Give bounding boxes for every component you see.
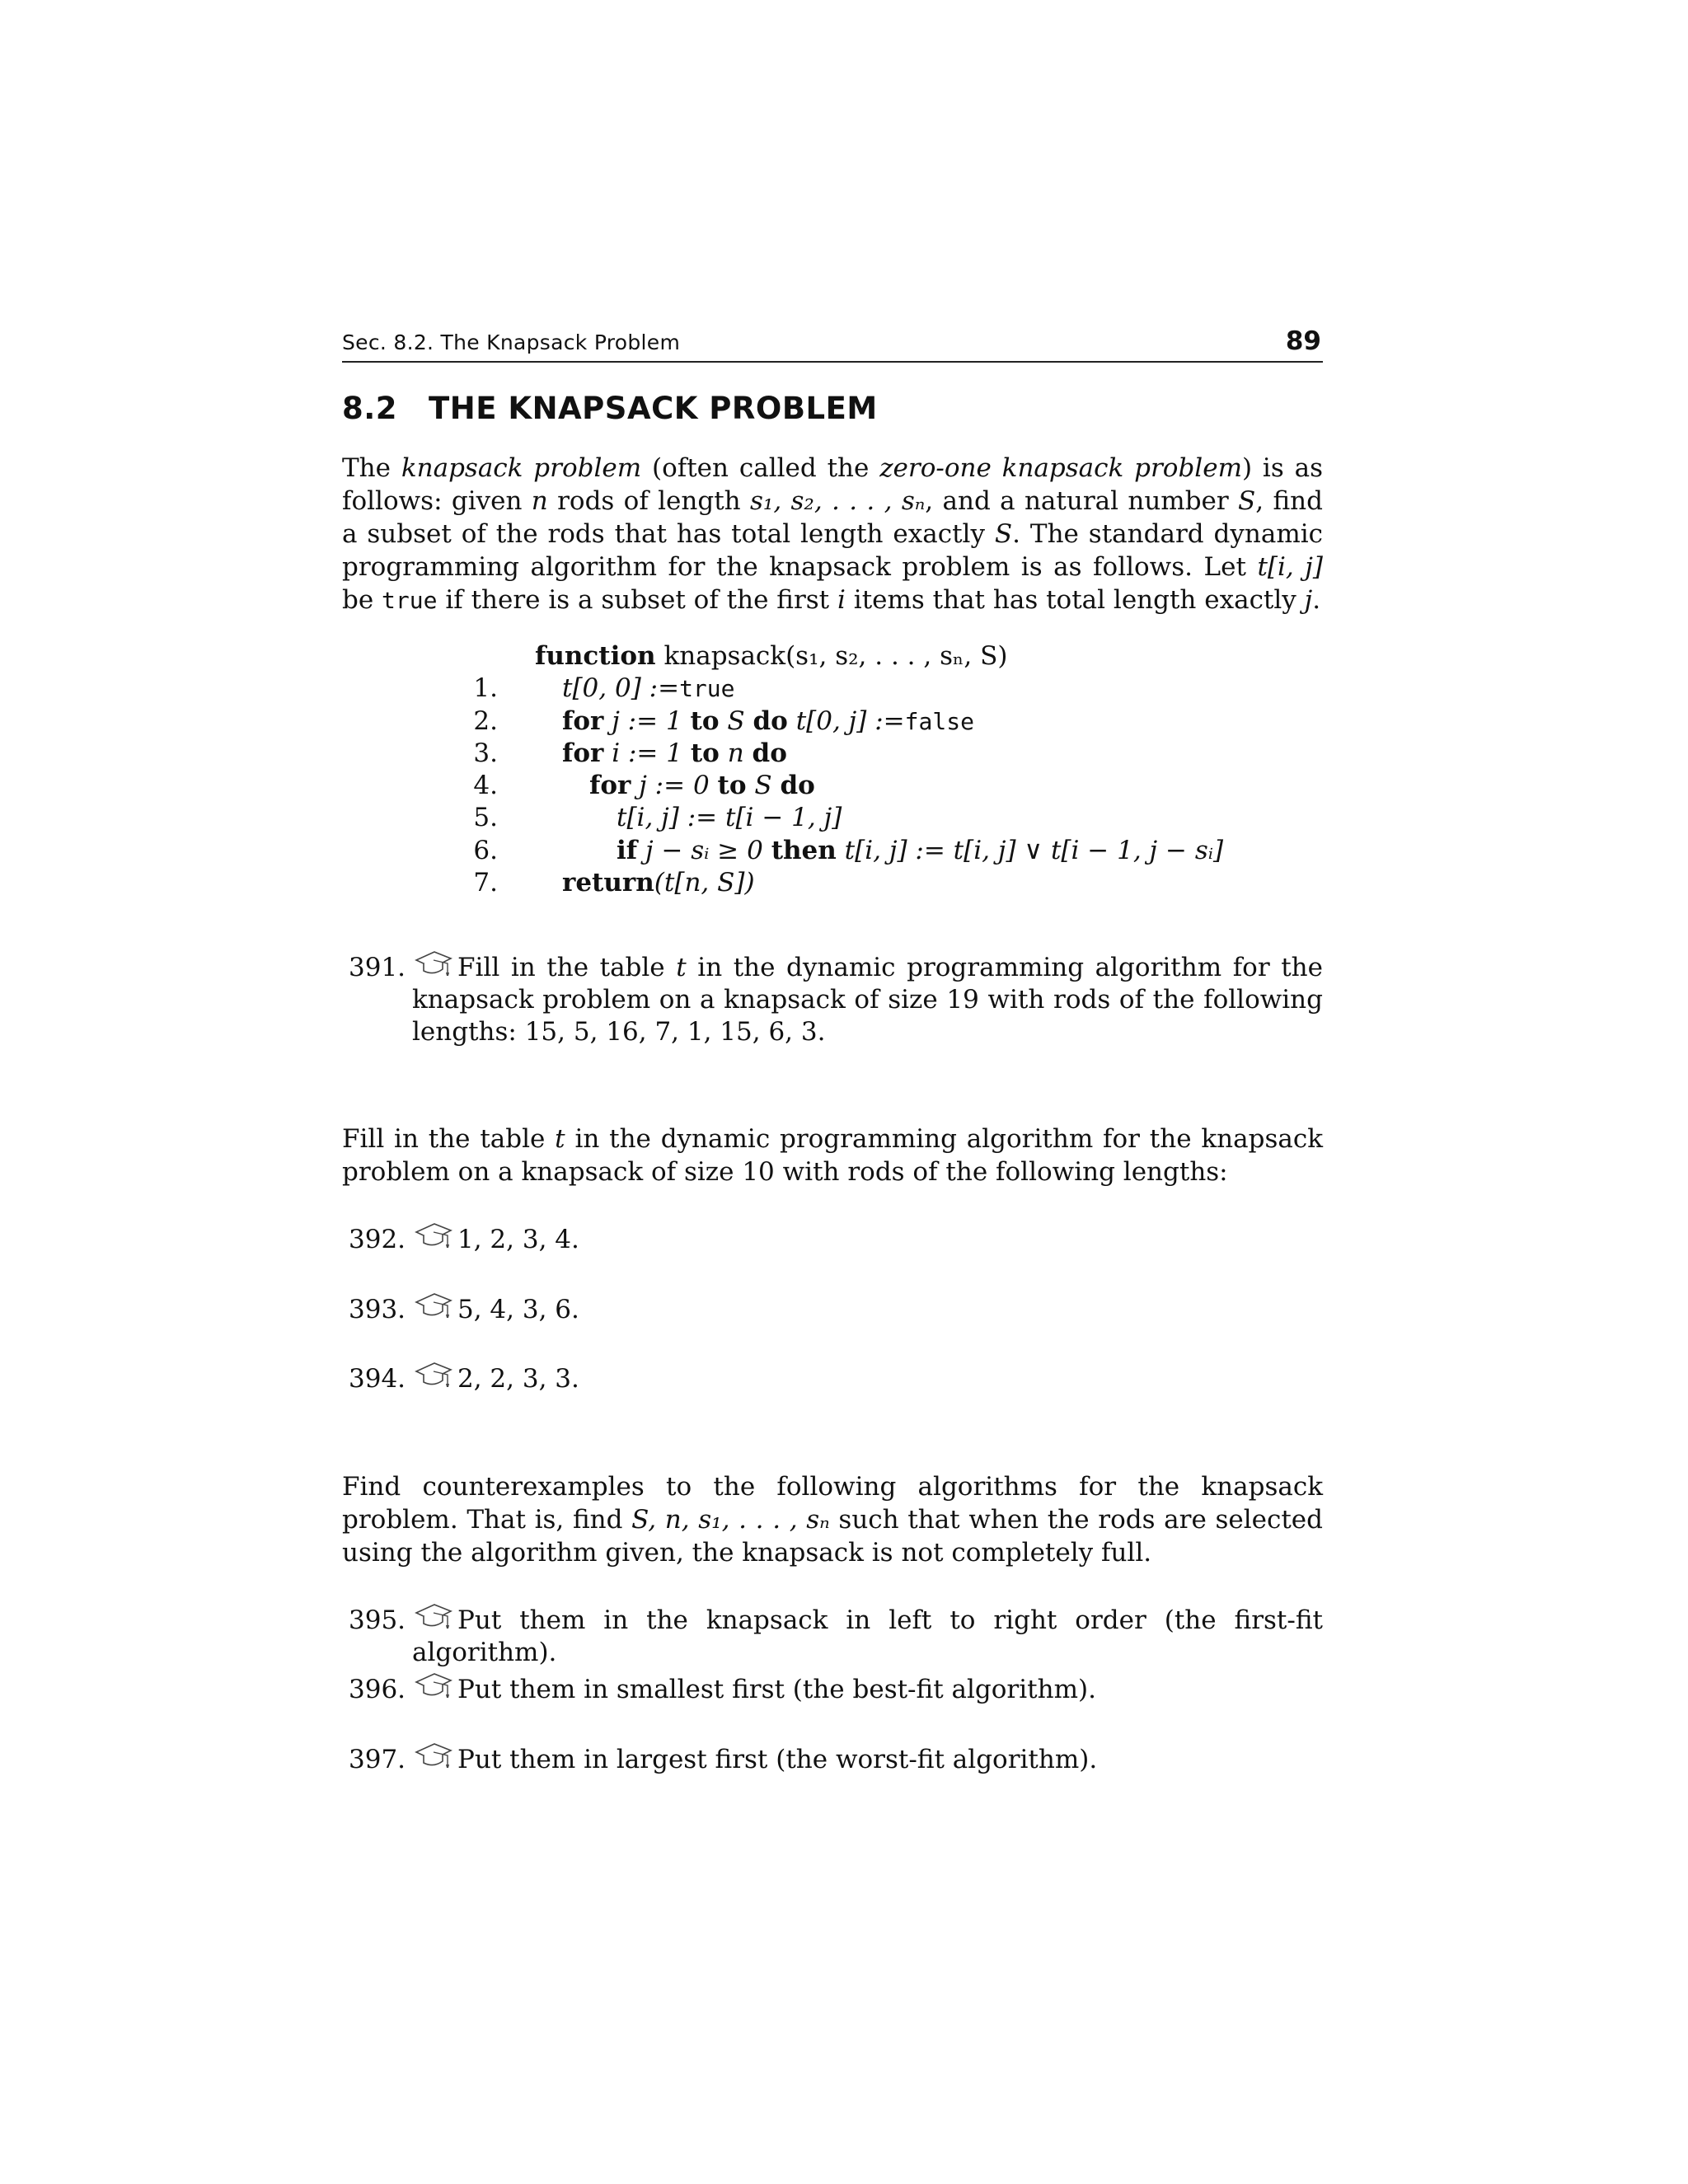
exercise-text: Fill in the table t in the dynamic programming algorithm for the knapsack problem on a knapsack of size 19 with rods of the following lengths: 15, 5, 16, 7, 1, 15, 6, 3. bbox=[412, 953, 1323, 1047]
exercise-395: 395. Put them in the knapsack in left to right order (the first-fit algorithm). bbox=[342, 1605, 1323, 1669]
exercise-393: 393. 5, 4, 3, 6. bbox=[342, 1294, 1323, 1326]
running-title: Sec. 8.2. The Knapsack Problem bbox=[342, 330, 681, 354]
mortarboard-icon bbox=[415, 1219, 452, 1250]
exercise-396: 396. Put them in smallest first (the best-fit algorithm). bbox=[342, 1674, 1323, 1706]
exercise-text: 5, 4, 3, 6. bbox=[457, 1295, 579, 1324]
exercise-392: 392. 1, 2, 3, 4. bbox=[342, 1224, 1323, 1256]
intro-paragraph: The knapsack problem (often called the zero-one knapsack problem) is as follows: given n rods of length s₁, s₂, . . . , sₙ, and a natural number S, find a subset of the rods that has total length exactly S. The standard dynamic programming algorithm for the knapsack problem is as follows. Let t[i, j] be true if there is a subset of the first i items that has total length exactly j. bbox=[342, 453, 1323, 615]
exercise-number: 391. bbox=[349, 953, 406, 982]
exercise-394: 394. 2, 2, 3, 3. bbox=[342, 1363, 1323, 1395]
exercise-text: 2, 2, 3, 3. bbox=[457, 1364, 579, 1394]
exercise-text: Put them in largest first (the worst-fit algorithm). bbox=[457, 1745, 1098, 1774]
exercise-397: 397. Put them in largest first (the worst-fit algorithm). bbox=[342, 1744, 1323, 1776]
exercise-text: Put them in the knapsack in left to right order (the first-fit algorithm). bbox=[412, 1605, 1323, 1667]
page-number: 89 bbox=[1285, 326, 1321, 356]
mortarboard-icon bbox=[415, 947, 452, 978]
fill-table-intro: Fill in the table t in the dynamic programming algorithm for the knapsack problem on a knapsack of size 10 with rods of the following lengths: bbox=[342, 1124, 1323, 1187]
running-head bbox=[342, 323, 1323, 363]
mortarboard-icon bbox=[415, 1669, 452, 1700]
exercise-391 bbox=[342, 952, 1323, 1048]
counterexample-intro: Find counterexamples to the following algorithms for the knapsack problem. That is, find S, n, s₁, . . . , sₙ such that when the rods are selected using the algorithm given, the knapsack is not completely full. bbox=[342, 1472, 1323, 1568]
section-number: 8.2 bbox=[342, 391, 398, 426]
section-heading bbox=[342, 391, 878, 426]
mortarboard-icon bbox=[415, 1600, 452, 1631]
mortarboard-icon bbox=[415, 1358, 452, 1390]
mortarboard-icon bbox=[415, 1289, 452, 1320]
exercise-text: Put them in smallest first (the best-fit algorithm). bbox=[457, 1675, 1096, 1704]
exercise-text: 1, 2, 3, 4. bbox=[457, 1225, 579, 1254]
section-title: THE KNAPSACK PROBLEM bbox=[429, 391, 878, 426]
mortarboard-icon bbox=[415, 1739, 452, 1770]
